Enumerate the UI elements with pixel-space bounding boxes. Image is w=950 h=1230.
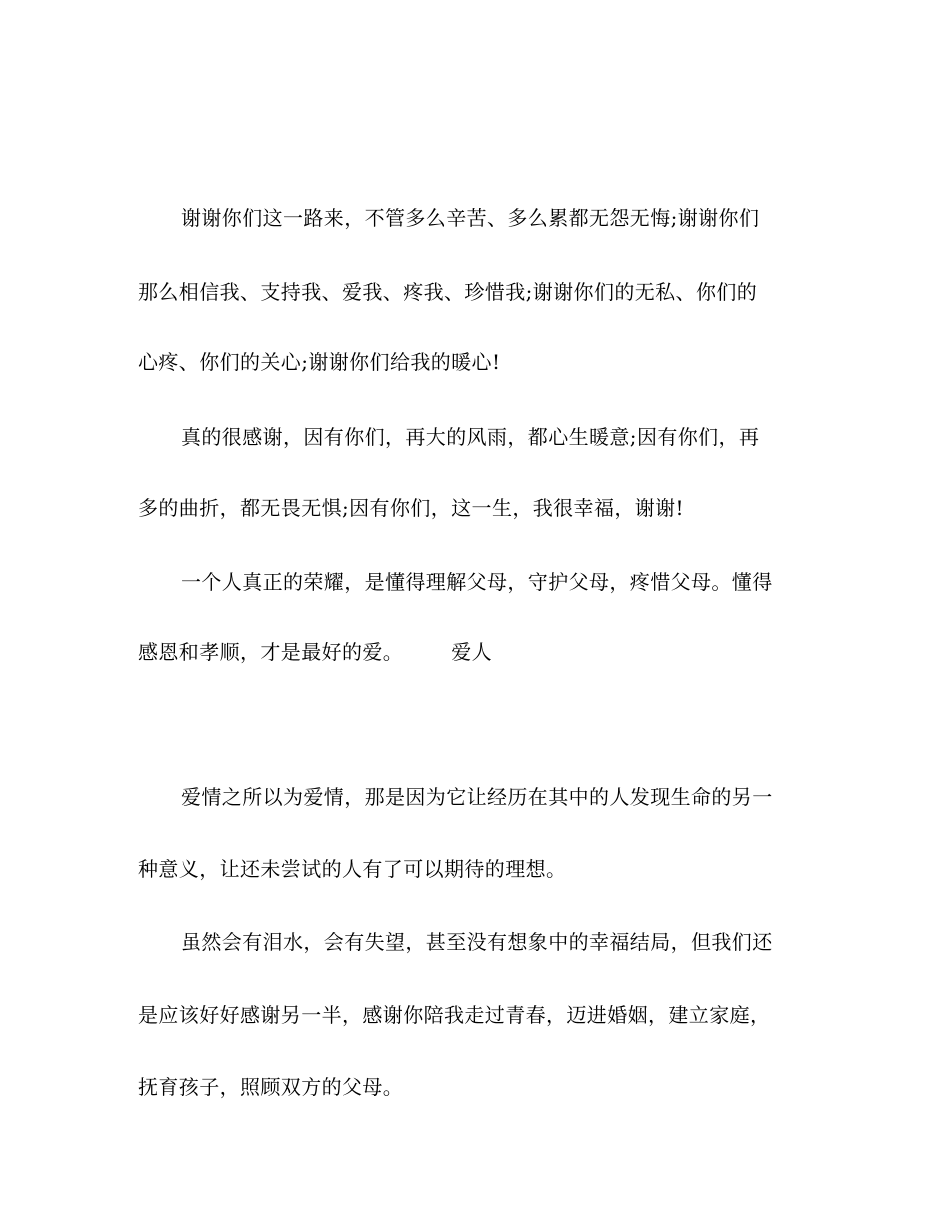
paragraph-4-line-2: 种意义，让还未尝试的人有了可以期待的理想。 [138,857,567,881]
paragraph-1-line-2: 那么相信我、支持我、爱我、疼我、珍惜我;谢谢你们的无私、你们的 [138,280,758,304]
paragraph-1-line-3: 心疼、你们的关心;谢谢你们给我的暖心! [138,350,501,374]
paragraph-3-line-1: 一个人真正的荣耀，是懂得理解父母，守护父母，疼惜父母。懂得 [181,570,773,594]
paragraph-5-line-2: 是应该好好感谢另一半，感谢你陪我走过青春，迈进婚姻，建立家庭， [138,1003,771,1027]
paragraph-4-line-1: 爱情之所以为爱情，那是因为它让经历在其中的人发现生命的另一 [181,785,773,809]
paragraph-3-line-2-text: 感恩和孝顺，才是最好的爱。 [138,640,404,664]
paragraph-3-line-2 [138,640,492,664]
paragraph-2-line-1: 真的很感谢，因有你们，再大的风雨，都心生暖意;因有你们，再 [181,425,760,449]
paragraph-5-line-3: 抚育孩子，照顾双方的父母。 [138,1075,404,1099]
paragraph-2-line-2: 多的曲折，都无畏无惧;因有你们，这一生，我很幸福，谢谢! [138,496,684,520]
paragraph-1-line-1: 谢谢你们这一路来，不管多么辛苦、多么累都无怨无悔;谢谢你们 [181,206,760,230]
paragraph-5-line-1: 虽然会有泪水，会有失望，甚至没有想象中的幸福结局，但我们还 [181,930,773,954]
section-heading-love: 爱人 [451,640,493,664]
